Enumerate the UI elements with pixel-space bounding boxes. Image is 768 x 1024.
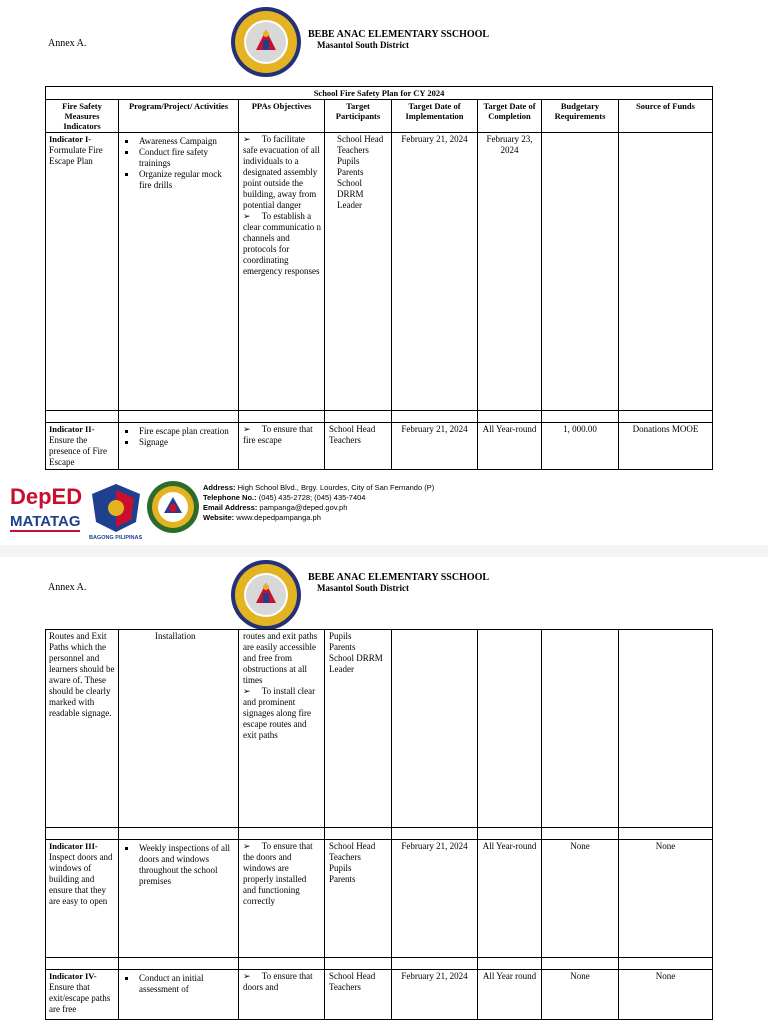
- objectives-cell: [239, 970, 325, 1020]
- participant: Parents: [329, 642, 356, 652]
- website-label: Website:: [203, 513, 235, 522]
- source-cell: [619, 133, 713, 411]
- col-objectives: PPAs Objectives: [239, 100, 325, 133]
- budget-cell: None: [542, 970, 619, 1020]
- table-row: [46, 840, 713, 958]
- deped-matatag-logo: [8, 480, 86, 540]
- school-name: BEBE ANAC ELEMENTARY SSCHOOL: [308, 29, 490, 40]
- table-row: [46, 970, 713, 1020]
- arrow-bullet-icon: ➢: [243, 971, 251, 981]
- objective-text: To establish a clear communicatio n channels and protocols for coordinating emergency responses: [243, 211, 321, 276]
- budget-cell: [542, 133, 619, 411]
- participant: Parents: [337, 167, 364, 177]
- source-cell: None: [619, 970, 713, 1020]
- telephone-label: Telephone No.:: [203, 493, 257, 502]
- indicator-text: Ensure that exit/escape paths are free: [49, 982, 111, 1014]
- deped-wordmark: DepED: [10, 484, 83, 509]
- address-value: High School Blvd., Brgy. Lourdes, City of San Fernando (P): [237, 483, 435, 492]
- objectives-cell: [239, 133, 325, 411]
- school-header: [308, 29, 489, 51]
- implementation-date: February 21, 2024: [392, 840, 478, 958]
- school-seal-logo: [230, 559, 302, 631]
- participant: Teachers: [329, 435, 361, 445]
- completion-date: February 23, 2024: [478, 133, 542, 411]
- participant: School Head: [329, 971, 376, 981]
- participant: Teachers: [329, 852, 361, 862]
- col-indicators: Fire Safety Measures Indicators: [46, 100, 119, 133]
- contact-info: [203, 483, 434, 523]
- completion-date: All Year round: [478, 970, 542, 1020]
- list-item: ▪ Signage: [137, 437, 235, 448]
- school-header: [308, 572, 489, 594]
- list-item: ▪ Conduct an initial assessment of: [137, 973, 235, 995]
- activities-cell: [119, 423, 239, 470]
- participant: Parents: [329, 874, 356, 884]
- completion-date: All Year-round: [478, 840, 542, 958]
- participant: School Head: [329, 424, 376, 434]
- table-row: [46, 133, 713, 411]
- list-item: ▪ Organize regular mock fire drills: [137, 169, 235, 191]
- participant: Pupils: [329, 631, 352, 641]
- telephone-value: (045) 435-2728; (045) 435-7404: [258, 493, 366, 502]
- participant: Teachers: [329, 982, 361, 992]
- indicator-cell: [46, 133, 119, 411]
- col-source: Source of Funds: [619, 100, 713, 133]
- website-value: www.depedpampanga.ph: [236, 513, 321, 522]
- indicator-label: Indicator I-: [49, 134, 92, 144]
- list-item: ▪ Conduct fire safety trainings: [137, 147, 235, 169]
- completion-date: All Year-round: [478, 423, 542, 470]
- budget-cell: 1, 000.00: [542, 423, 619, 470]
- arrow-bullet-icon: ➢: [243, 134, 251, 144]
- budget-cell: None: [542, 840, 619, 958]
- objectives-cell: [239, 423, 325, 470]
- participants-cell: [325, 423, 392, 470]
- col-budget: Budgetary Requirements: [542, 100, 619, 133]
- activities-cell: Installation: [119, 630, 239, 828]
- plan-title: School Fire Safety Plan for CY 2024: [46, 87, 713, 100]
- participant: Teachers: [337, 145, 369, 155]
- indicator-cell: [46, 840, 119, 958]
- list-item: ▪ Weekly inspections of all doors and windows throughout the school premises: [137, 843, 235, 887]
- annex-label: Annex A.: [48, 38, 87, 49]
- arrow-bullet-icon: ➢: [243, 211, 251, 221]
- indicator-label: Indicator II-: [49, 424, 95, 434]
- indicator-text: Ensure the presence of Fire Escape: [49, 435, 107, 467]
- arrow-bullet-icon: ➢: [243, 686, 251, 696]
- objective-text: To install clear and prominent signages along fire escape routes and exit paths: [243, 686, 316, 740]
- implementation-date: February 21, 2024: [392, 423, 478, 470]
- objective-text: To ensure that the doors and windows are properly installed and functioning correctly: [243, 841, 313, 906]
- document-page-2: [0, 557, 768, 1024]
- fire-safety-plan-table: [45, 86, 713, 470]
- email-label: Email Address:: [203, 503, 258, 512]
- participant: School Head: [329, 841, 376, 851]
- activities-cell: [119, 133, 239, 411]
- school-district: Masantol South District: [317, 40, 409, 50]
- col-participants: Target Participants: [325, 100, 392, 133]
- source-cell: None: [619, 840, 713, 958]
- bagong-pilipinas-wordmark: BAGONG PILIPINAS: [89, 535, 143, 540]
- table-row: [46, 423, 713, 470]
- school-seal-logo: [230, 6, 302, 78]
- col-implementation: Target Date of Implementation: [392, 100, 478, 133]
- implementation-date: February 21, 2024: [392, 970, 478, 1020]
- participant: School Head: [337, 134, 384, 144]
- list-item: ▪ Fire escape plan creation: [137, 426, 235, 437]
- implementation-date: February 21, 2024: [392, 133, 478, 411]
- annex-label: Annex A.: [48, 582, 87, 593]
- participants-cell: [325, 970, 392, 1020]
- objective-text: To facilitate safe evacuation of all individuals to a designated assembly point outside the building, away from potential danger: [243, 134, 320, 210]
- objectives-cell: [239, 630, 325, 828]
- spacer-row: [46, 411, 713, 423]
- source-cell: Donations MOOE: [619, 423, 713, 470]
- indicator-cell: [46, 970, 119, 1020]
- col-completion: Target Date of Completion: [478, 100, 542, 133]
- address-label: Address:: [203, 483, 236, 492]
- indicator-label: Indicator IV-: [49, 971, 97, 981]
- arrow-bullet-icon: ➢: [243, 841, 251, 851]
- objectives-cell: [239, 840, 325, 958]
- objective-text: To ensure that doors and: [243, 971, 313, 992]
- table-row: [46, 630, 713, 828]
- arrow-bullet-icon: ➢: [243, 424, 251, 434]
- deped-division-seal: [146, 480, 200, 534]
- participants-cell: [325, 630, 392, 828]
- col-activities: Program/Project/ Activities: [119, 100, 239, 133]
- participant: Pupils: [337, 156, 360, 166]
- participant: Pupils: [329, 863, 352, 873]
- header-row: [46, 100, 713, 133]
- spacer-row: [46, 958, 713, 970]
- participant: School DRRM Leader: [329, 653, 383, 674]
- list-item: ▪ Awareness Campaign: [137, 136, 235, 147]
- bagong-pilipinas-logo: [88, 482, 144, 540]
- school-name: BEBE ANAC ELEMENTARY SSCHOOL: [308, 572, 490, 583]
- participants-cell: [325, 840, 392, 958]
- participants-cell: [325, 133, 392, 411]
- indicator-label: Indicator III-: [49, 841, 98, 851]
- spacer-row: [46, 828, 713, 840]
- objective-text: routes and exit paths are easily accessible and free from obstructions at all times: [243, 631, 318, 685]
- indicator-text: Formulate Fire Escape Plan: [49, 145, 103, 166]
- indicator-cell: [46, 423, 119, 470]
- activities-cell: [119, 970, 239, 1020]
- page-footer: [0, 478, 768, 544]
- fire-safety-plan-table-continued: [45, 629, 713, 1020]
- email-value: pampanga@deped.gov.ph: [259, 503, 348, 512]
- indicator-cell: Routes and Exit Paths which the personnel and learners should be aware of. These should be clearly marked with readable signage.: [46, 630, 119, 828]
- indicator-text: Inspect doors and windows of building and ensure that they are easy to open: [49, 852, 113, 906]
- school-district: Masantol South District: [317, 583, 409, 593]
- activities-cell: [119, 840, 239, 958]
- objective-text: To ensure that fire escape: [243, 424, 313, 445]
- matatag-wordmark: MATATAG: [10, 513, 81, 530]
- participant: School DRRM Leader: [337, 178, 364, 210]
